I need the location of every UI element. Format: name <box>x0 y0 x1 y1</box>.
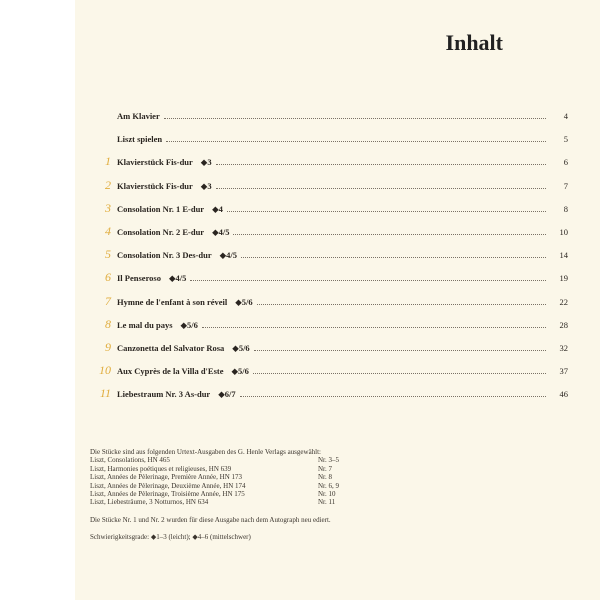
entry-page-number: 19 <box>559 273 568 284</box>
dot-leader <box>190 279 546 281</box>
entry-number: 10 <box>99 363 111 378</box>
entry-title: Klavierstück Fis-dur <box>117 180 193 191</box>
entry-number: 9 <box>105 340 111 354</box>
source-numbers: Nr. 10 <box>318 490 336 499</box>
source-edition: Liszt, Années de Pèlerinage, Troisième Année, HN 175 <box>90 490 245 499</box>
entry-number: 3 <box>105 200 111 215</box>
entry-number: 1 <box>105 154 111 169</box>
entry-page-number: 6 <box>563 157 568 168</box>
toc-entry[interactable] <box>95 383 568 399</box>
entry-title: Consolation Nr. 2 E-dur <box>117 227 205 237</box>
source-edition: Liszt, Consolations, HN 465 <box>90 456 170 465</box>
source-row <box>90 456 510 464</box>
toc-entry[interactable] <box>95 291 568 307</box>
entry-difficulty: ◆3 <box>200 180 212 191</box>
entry-title: Aux Cyprès de la Villa d'Este <box>117 366 224 377</box>
source-numbers: Nr. 11 <box>318 498 336 507</box>
toc-entry[interactable] <box>95 267 568 283</box>
edition-notes <box>90 448 510 542</box>
dot-leader <box>164 117 546 119</box>
dot-leader <box>241 256 546 258</box>
source-row <box>90 482 510 490</box>
toc-entry[interactable] <box>95 221 568 237</box>
source-row <box>90 465 510 473</box>
source-numbers: Nr. 3–5 <box>318 456 339 465</box>
dot-leader <box>253 372 546 374</box>
entry-page-number: 32 <box>559 343 568 353</box>
entry-page-number: 5 <box>563 134 568 145</box>
toc-entry[interactable] <box>95 175 568 191</box>
entry-page-number: 10 <box>559 227 568 237</box>
source-row <box>90 473 510 481</box>
entry-page-number: 7 <box>563 180 568 191</box>
source-row <box>90 498 510 506</box>
dot-leader <box>216 163 546 165</box>
entry-difficulty: ◆5/6 <box>180 319 198 330</box>
entry-title: Canzonetta del Salvator Rosa <box>117 343 225 353</box>
entry-difficulty: ◆4 <box>212 203 223 214</box>
toc-entry[interactable] <box>95 151 568 167</box>
entry-number: 11 <box>99 386 111 401</box>
entry-title: Am Klavier <box>117 111 160 121</box>
toc-entry[interactable] <box>95 244 568 260</box>
toc-entry[interactable] <box>95 128 568 144</box>
entry-difficulty: ◆5/6 <box>235 296 253 307</box>
entry-number: 2 <box>105 177 111 192</box>
entry-page-number: 4 <box>563 111 568 121</box>
entry-difficulty: ◆6/7 <box>218 389 236 400</box>
entry-title: Il Penseroso <box>117 273 161 284</box>
source-list <box>90 456 510 506</box>
source-edition: Liszt, Années de Pèlerinage, Deuxième Année, HN 174 <box>90 481 246 490</box>
dot-leader <box>166 140 546 142</box>
entry-difficulty: ◆5/6 <box>232 343 250 353</box>
entry-number: 6 <box>105 270 111 285</box>
page <box>75 0 600 600</box>
entry-title: Liebestraum Nr. 3 As-dur <box>117 389 211 400</box>
entry-difficulty: ◆4/5 <box>212 227 230 237</box>
dot-leader <box>227 210 546 212</box>
toc-entry[interactable] <box>95 105 568 121</box>
entry-number: 5 <box>105 247 111 262</box>
toc-entry[interactable] <box>95 198 568 214</box>
entry-title: Liszt spielen <box>117 134 163 145</box>
source-edition: Liszt, Liebesträume, 3 Notturnos, HN 634 <box>90 498 209 507</box>
entry-difficulty: ◆3 <box>200 157 212 168</box>
entry-page-number: 28 <box>559 319 568 330</box>
toc-entry[interactable] <box>95 314 568 330</box>
entry-difficulty: ◆4/5 <box>169 273 187 284</box>
entry-title: Consolation Nr. 1 E-dur <box>117 203 205 214</box>
source-edition: Liszt, Années de Pèlerinage, Première Année, HN 173 <box>90 473 243 482</box>
entry-page-number: 8 <box>563 203 568 214</box>
entry-number: 7 <box>105 293 111 308</box>
dot-leader <box>240 395 546 397</box>
entry-difficulty: ◆4/5 <box>219 250 238 261</box>
entry-number: 8 <box>105 316 111 331</box>
entry-number: 4 <box>105 224 111 238</box>
entry-title: Klavierstück Fis-dur <box>117 157 193 168</box>
toc-entry[interactable] <box>95 337 568 353</box>
dot-leader <box>254 349 546 351</box>
entry-difficulty: ◆5/6 <box>231 366 249 377</box>
toc-entry[interactable] <box>95 360 568 376</box>
dot-leader <box>216 187 546 189</box>
entry-page-number: 22 <box>559 296 568 307</box>
source-row <box>90 490 510 498</box>
notes-intro: Die Stücke sind aus folgenden Urtext-Ausgaben des G. Henle Verlags ausgewählt: <box>90 448 322 456</box>
entry-page-number: 37 <box>559 366 568 377</box>
entry-title: Hymne de l'enfant à son réveil <box>117 296 228 307</box>
entry-title: Consolation Nr. 3 Des-dur <box>117 250 212 261</box>
page-title: Inhalt <box>445 30 503 55</box>
dot-leader <box>233 233 546 235</box>
source-numbers: Nr. 8 <box>318 473 332 482</box>
entry-page-number: 46 <box>559 389 568 400</box>
source-numbers: Nr. 7 <box>318 464 332 473</box>
dot-leader <box>202 326 546 328</box>
difficulty-legend: Schwierigkeitsgrade: ◆1–3 (leicht); ◆4–6 (mittelschwer) <box>90 533 251 542</box>
source-edition: Liszt, Harmonies poétiques et religieuses, HN 639 <box>90 464 232 473</box>
source-numbers: Nr. 6, 9 <box>318 481 339 490</box>
entry-title: Le mal du pays <box>117 319 173 330</box>
dot-leader <box>257 303 546 305</box>
entry-page-number: 14 <box>559 250 568 261</box>
edited-note: Die Stücke Nr. 1 und Nr. 2 wurden für diese Ausgabe nach dem Autograph neu ediert. <box>90 515 331 524</box>
